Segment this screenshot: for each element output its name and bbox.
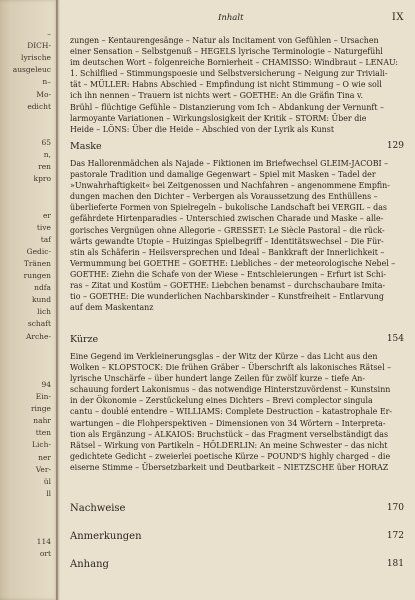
facing-page-fragment: ndfa <box>34 283 51 293</box>
toc-entry-title: Anmerkungen <box>70 531 142 542</box>
section-heading-kuerze <box>70 334 404 348</box>
facing-page-fragment: Ein- <box>35 392 51 401</box>
facing-page-fragment: edicht <box>27 101 51 111</box>
facing-page-fragment: taf <box>40 234 51 244</box>
facing-page-fragment: ül <box>43 476 51 486</box>
facing-page-fragment: ll <box>46 488 51 498</box>
facing-page-fragment: n– <box>42 77 51 87</box>
facing-page-fragment: 114 <box>36 537 51 547</box>
section-title: Kürze <box>70 334 99 345</box>
facing-page-fragment: ausgeleuc <box>12 65 51 75</box>
toc-entry-anmerkungen <box>70 531 404 545</box>
section-title: Maske <box>70 141 102 152</box>
facing-page-fragment: lich <box>37 307 51 317</box>
facing-page-fragment: schaft <box>27 319 51 329</box>
facing-page-fragment: ner <box>38 452 51 462</box>
toc-entry-anhang <box>70 559 404 573</box>
toc-entry-title: Anhang <box>70 559 109 570</box>
facing-page-fragment: 94 <box>41 379 51 389</box>
facing-page-fragment: kpro <box>33 174 51 184</box>
toc-entry-page: 181 <box>386 559 404 569</box>
facing-page-fragment: nahr <box>33 416 51 426</box>
section-heading-maske <box>70 141 404 155</box>
book-gutter <box>56 0 60 600</box>
opening-entry-text: zungen – Kentaurengesänge – Natur als Incitament von Gefühlen – Ursachen einer Sensation – Selbstgenuß – HEGELS lyrische Terminologie – Naturgefühl im deutschen Wort – folgenreiche Bornierheit – CHAMISSO: Windbraut – LENAU: 1. Schilflied – Stimmungspoesie und Selbstversicherung – Neigung zur Triviali- tät – MÜLLER: Habns Abschied – Empfindung ist nicht Stimmung – O wie soll ich ihn nennen – Trauern ist nichts wert – GOETHE: An die Gräfin Tina v. Brühl – flüchtige Gefühle – Distanzierung vom Ich – Abdankung der Vernunft – larmoyante Variationen – Wirkungslosigkeit der Kritik – STORM: Über die Heide – LÖNS: Über die Heide – Abschied von der Lyrik als Kunst <box>70 36 399 134</box>
toc-entry-page: 172 <box>386 531 404 541</box>
facing-page-fragment: lyrische <box>21 53 51 63</box>
running-title: Inhalt <box>218 13 244 23</box>
page-number: IX <box>391 12 404 23</box>
facing-page-fragment: ringe <box>30 404 51 414</box>
toc-entry-title: Nachweise <box>70 503 126 514</box>
facing-page-fragment: Arche- <box>25 331 51 341</box>
facing-page-fragment: tten <box>35 428 51 438</box>
facing-page-fragment: kund <box>31 295 51 305</box>
section-page-number: 129 <box>386 141 404 151</box>
facing-page-fragment: DICH- <box>27 41 51 51</box>
facing-page-fragment: er <box>42 210 51 220</box>
facing-page-fragment: Tränen <box>23 258 51 268</box>
facing-page-fragment: Ver- <box>35 464 51 474</box>
facing-page-fragment: ort <box>39 549 51 559</box>
section-page-number: 154 <box>386 334 404 344</box>
toc-entry-page: 170 <box>386 503 404 513</box>
facing-page-fragments <box>0 0 56 600</box>
facing-page-fragment: rungen <box>23 271 51 280</box>
section-summary-maske: Das Hallorenmädchen als Najade – Fiktionen im Briefwechsel GLEIM-JACOBI – pastorale Tradition und damalige Gegenwart – Spiel mit Masken – Tadel der »Unwahrhaftigkeit« bei Zeitgenossen und Nachfahren – angenommene Empfin- dungen machen den Dichter – Verbergen als Voraussetzung des Enthüllens – überlieferte Formen von Spielregeln – bukolische Landschaft bei VERGIL – das gefährdete Hirtenparadies – Unterschied zwischen Charade und Maske – alle- gorisches Vergnügen ohne Allegorie – GRESSET: Le Siècle Pastoral – die rück- wärts gewandte Utopie – Huizingas Spielbegriff – Identitätswechsel – Die Für- stin als Schäferin – Heilsversprechen und Ideal – Bankkraft der Innerlichkeit – Vermummung bei GOETHE – GOETHE: Liebliches – der meteorologische Nebel – GOETHE: Ziehn die Schafe von der Wiese – Entschleierungen – Erfurt ist Schi- ras – Zitat und Kostüm – GOETHE: Liebchen benamst – durchschaubare Imita- tio – GOETHE: Die wunderlichen Nachbarskinder – Kunstfreiheit – Entlarvung auf dem Maskentanz <box>70 159 396 313</box>
facing-page-fragment: ren <box>38 162 51 172</box>
facing-page-fragment: Mo- <box>36 89 51 99</box>
facing-page-fragment: n, <box>43 150 51 159</box>
facing-page-fragment: tive <box>36 222 51 232</box>
facing-page-fragment: 65 <box>41 137 51 147</box>
facing-page-fragment: Gedic- <box>26 246 51 256</box>
facing-page-fragment: – <box>47 29 51 38</box>
toc-entry-nachweise <box>70 503 404 517</box>
page-header <box>70 13 404 27</box>
section-summary-kuerze: Eine Gegend im Verkleinerungsglas – der Witz der Kürze – das Licht aus den Wolken – KLOPSTOCK: Die frühen Gräber – Überschrift als lakonisches Rätsel – lyrische Unschärfe – über hundert lange Zeilen für zwölf kurze – tiefe An- schauung fordert Lakonismus – das notwendige Hinterstzuvördenst – Kunstsinn in der Ökonomie – Zerstückelung eines Dichters – Brevi complector singula cantu – doublé entendre – WILLIAMS: Complete Destruction – katastrophale Er- wartungen – die Flohperspektiven – Dimensionen von 34 Wörtern – Interpreta- tion als Ergänzung – ALKAIOS: Bruchstück – das Fragment verselbständigt das Rätsel – Wirkung von Partikeln – HÖLDERLIN: An meine Schwester – das nicht gedichtete Gedicht – zweierlei poetische Kürze – POUND'S highly charged – die eiserne Stimme – Übersetzbarkeit und Deutbarkeit – NIETZSCHE über HORAZ <box>70 352 393 472</box>
facing-page-fragment: Lich- <box>32 440 51 450</box>
